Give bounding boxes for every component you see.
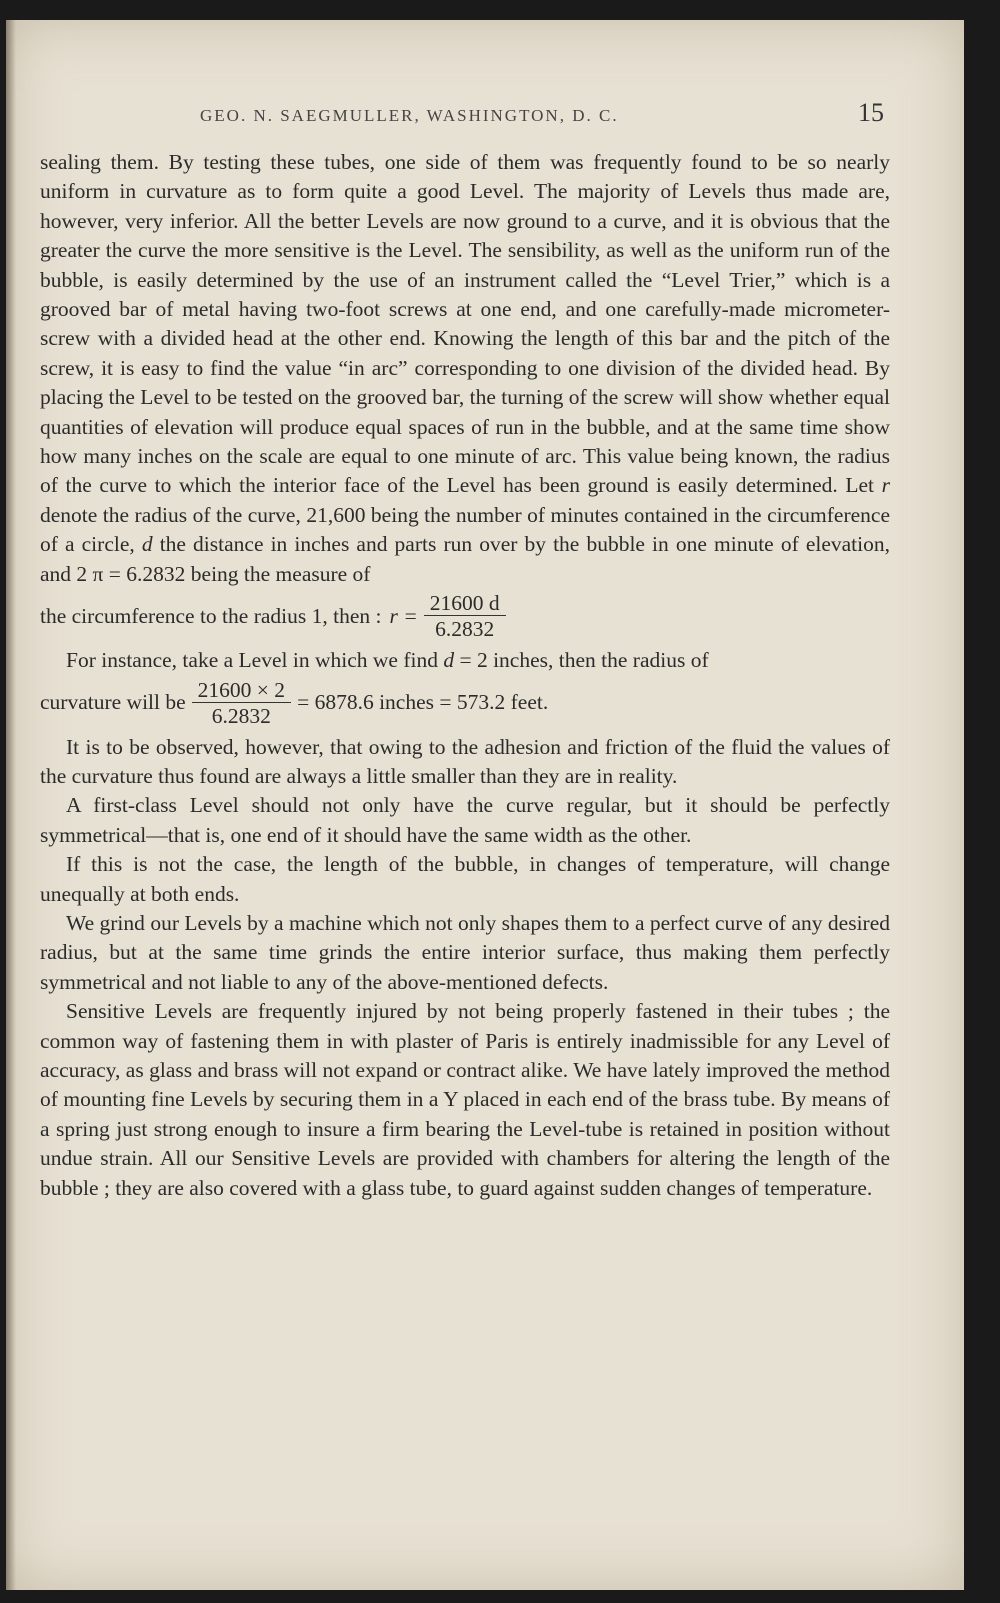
paragraph: A first-class Level should not only have the curve regular, but it should be perfectly symmetrical—that is, one end of it should have the same width as the other. xyxy=(40,793,890,847)
fraction-denominator: 6.2832 xyxy=(435,617,495,642)
paragraph-continued xyxy=(40,148,890,589)
fraction-numerator: 21600 d xyxy=(424,591,506,616)
paragraph-text: sealing them. By testing these tubes, one side of them was frequently found to be so nearly uniform in curvature as to form quite a good Level. The majority of Levels thus made are, however, very inferior. All the better Levels are now ground to a curve, and it is obvious that the greater the curve the more sensitive is the Level. The sensibility, as well as the uniform run of the bubble, is easily determined by the use of an instrument called the “Level Trier,” which is a grooved bar of metal having two-foot screws at one end, and one carefully-made micrometer-screw with a divided head at the other end. Knowing the length of this bar and the pitch of the screw, it is easy to find the value “in arc” corresponding to one division of the divided head. By placing the Level to be tested on the grooved bar, the turning of the screw will show whether equal quantities of elevation will produce equal spaces of run in the bubble, and at the same time show how many inches on the scale are equal to one minute of arc. This value being known, the radius of the curve to which the interior face of the Level has been ground is easily determined. Let xyxy=(40,150,890,498)
paragraph: Sensitive Levels are frequently injured by not being properly fastened in their tubes ; the common way of fastening them in with plaster of Paris is entirely inadmissible for any Level of accuracy, as glass and brass will not expand or contract alike. We have lately improved the method of mounting fine Levels by securing them in a Y placed in each end of the brass tube. By means of a spring just strong enough to insure a firm bearing the Level-tube is retained in position without undue strain. All our Sensitive Levels are provided with chambers for altering the length of the bubble ; they are also covered with a glass tube, to guard against sudden changes of temperature. xyxy=(40,999,890,1200)
paragraph-text: For instance, take a Level in which we find xyxy=(66,648,438,673)
paragraph-example xyxy=(40,646,890,675)
equation-result: = 6878.6 inches = 573.2 feet. xyxy=(297,690,549,715)
fraction xyxy=(424,591,506,642)
fraction xyxy=(192,678,291,729)
equation-prefix: the circumference to the radius 1, then : xyxy=(40,603,382,628)
paragraph-text: denote the radius of the curve, 21,600 being the number of minutes contained in the circumference of a circle, xyxy=(40,502,890,557)
equation-lhs: r = xyxy=(389,603,418,628)
page-number: 15 xyxy=(858,98,884,127)
running-head: GEO. N. SAEGMULLER, WASHINGTON, D. C. xyxy=(200,106,619,125)
page-gutter-shadow xyxy=(6,20,16,1590)
paragraph-text: the distance in inches and parts run over by the bubble in one minute of elevation, and 2 π = 6.2832 being the measure of xyxy=(40,532,890,586)
paragraph: We grind our Levels by a machine which not only shapes them to a perfect curve of any desired radius, but at the same time grinds the entire interior surface, thus making them perfectly symmetrical and not liable to any of the above-mentioned defects. xyxy=(40,910,890,994)
paragraph: If this is not the case, the length of the bubble, in changes of temperature, will change unequally at both ends. xyxy=(40,852,890,906)
fraction-numerator: 21600 × 2 xyxy=(192,678,291,703)
equation-radius xyxy=(40,591,890,642)
body-text xyxy=(40,148,890,1203)
variable-d: d xyxy=(443,648,455,673)
fraction-denominator: 6.2832 xyxy=(211,703,271,728)
equation-example xyxy=(40,678,890,729)
variable-d: d xyxy=(141,532,153,557)
paragraph-text: = 2 inches, then the radius of xyxy=(459,648,709,673)
paragraph: It is to be observed, however, that owing to the adhesion and friction of the fluid the values of the curvature thus found are always a little smaller than they are in reality. xyxy=(40,734,890,788)
equation-prefix: curvature will be xyxy=(40,690,186,715)
variable-r: r xyxy=(881,473,890,498)
page-header xyxy=(40,98,884,138)
